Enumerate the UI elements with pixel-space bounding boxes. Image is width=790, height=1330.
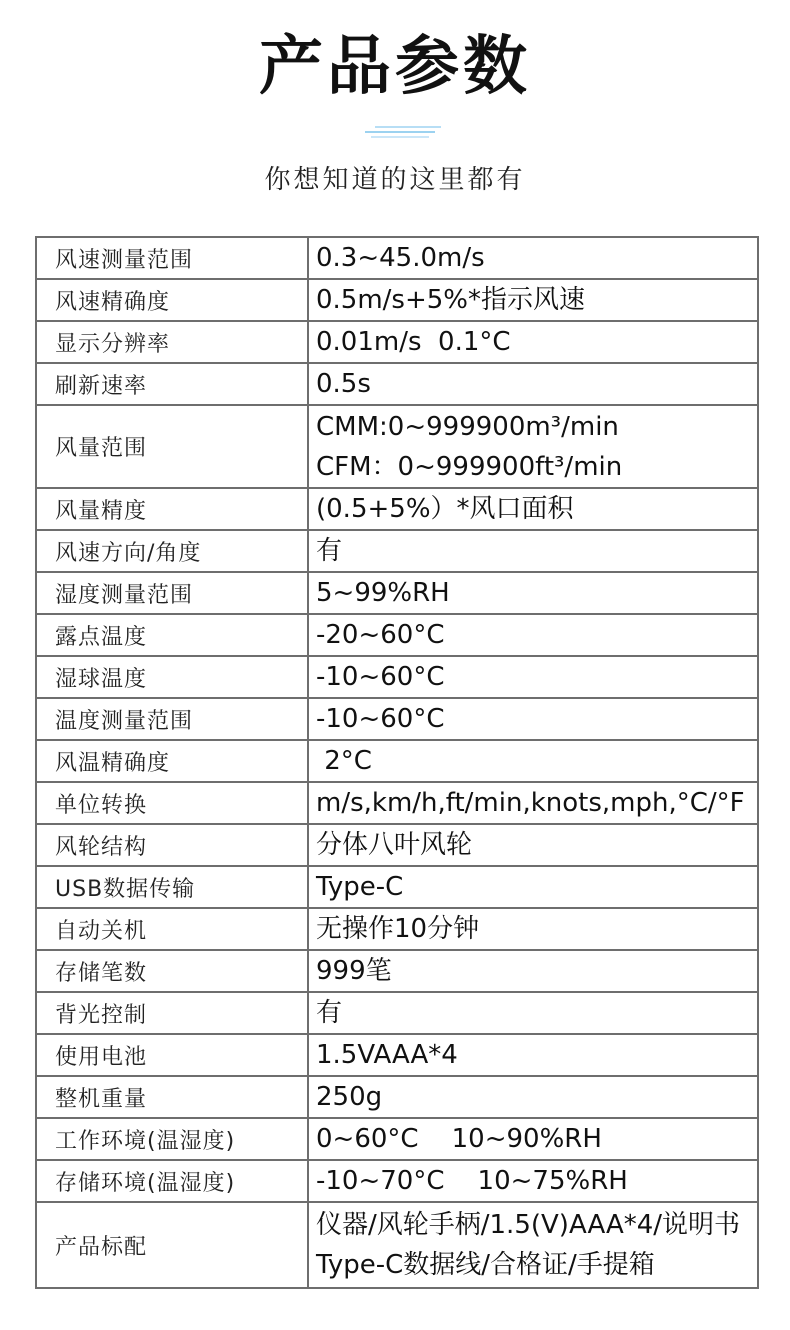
spec-value (308, 992, 758, 1034)
spec-row (36, 614, 758, 656)
spec-label: 露点温度 (36, 614, 308, 656)
spec-value (308, 698, 758, 740)
spec-value-line: 无操作10分钟 (316, 914, 480, 944)
spec-label: 风量范围 (36, 405, 308, 488)
spec-label: 风速方向/角度 (36, 530, 308, 572)
spec-label: 风量精度 (36, 488, 308, 530)
spec-value (308, 782, 758, 824)
spec-value (308, 1118, 758, 1160)
spec-value-line: -10~70°C 10~75%RH (316, 1166, 628, 1196)
spec-value-line: 0.3~45.0m/s (316, 243, 485, 273)
spec-value-line: -10~60°C (316, 662, 445, 692)
spec-value-line: Type-C数据线/合格证/手提箱 (316, 1250, 655, 1280)
spec-row (36, 698, 758, 740)
spec-value-line: 有 (316, 536, 343, 566)
spec-row (36, 1202, 758, 1288)
spec-value-line: (0.5+5%）*风口面积 (316, 494, 574, 524)
spec-value-line: CFM：0~999900ft³/min (316, 451, 623, 482)
spec-label: 单位转换 (36, 782, 308, 824)
spec-label: 存储笔数 (36, 950, 308, 992)
spec-row (36, 740, 758, 782)
spec-label: 存储环境(温湿度) (36, 1160, 308, 1202)
spec-value (308, 530, 758, 572)
spec-label: 刷新速率 (36, 363, 308, 405)
spec-row (36, 950, 758, 992)
spec-value-line: 5~99%RH (316, 578, 450, 608)
spec-value-line: 1.5VAAA*4 (316, 1040, 458, 1070)
spec-value-line: 999笔 (316, 956, 392, 986)
spec-value (308, 572, 758, 614)
spec-value-line: -10~60°C (316, 704, 445, 734)
spec-value-line: 0.5m/s+5%*指示风速 (316, 285, 586, 315)
spec-row (36, 908, 758, 950)
spec-row (36, 992, 758, 1034)
spec-label: 湿度测量范围 (36, 572, 308, 614)
spec-label: 显示分辨率 (36, 321, 308, 363)
spec-value-line: m/s,km/h,ft/min,knots,mph,°C/°F (316, 788, 745, 818)
spec-value (308, 488, 758, 530)
spec-label: USB数据传输 (36, 866, 308, 908)
spec-table (35, 236, 759, 1289)
spec-label: 湿球温度 (36, 656, 308, 698)
spec-label: 风速测量范围 (36, 237, 308, 279)
spec-value-line: 0.01m/s 0.1°C (316, 327, 511, 357)
spec-value-line: 分体八叶风轮 (316, 830, 473, 860)
spec-value-line: 0.5s (316, 369, 371, 399)
spec-label: 风轮结构 (36, 824, 308, 866)
spec-row (36, 1118, 758, 1160)
spec-value-line: 0~60°C 10~90%RH (316, 1124, 602, 1154)
spec-value (308, 1202, 758, 1288)
spec-label: 自动关机 (36, 908, 308, 950)
spec-row (36, 782, 758, 824)
spec-label: 风速精确度 (36, 279, 308, 321)
spec-value (308, 950, 758, 992)
page-title: 产品参数 (259, 30, 531, 104)
spec-value-line: Type-C (316, 872, 404, 902)
spec-value-line: 250g (316, 1082, 383, 1112)
spec-label: 产品标配 (36, 1202, 308, 1288)
spec-row (36, 530, 758, 572)
spec-value (308, 405, 758, 488)
spec-label: 整机重量 (36, 1076, 308, 1118)
spec-label: 使用电池 (36, 1034, 308, 1076)
spec-value (308, 363, 758, 405)
spec-label: 温度测量范围 (36, 698, 308, 740)
spec-value-line: CMM:0~999900m³/min (316, 411, 619, 442)
spec-row (36, 1076, 758, 1118)
spec-value (308, 279, 758, 321)
spec-row (36, 405, 758, 488)
spec-value (308, 1034, 758, 1076)
spec-label: 工作环境(温湿度) (36, 1118, 308, 1160)
spec-value (308, 908, 758, 950)
spec-value-line: -20~60°C (316, 620, 445, 650)
spec-row (36, 1034, 758, 1076)
spec-value (308, 1160, 758, 1202)
spec-value (308, 824, 758, 866)
spec-row (36, 321, 758, 363)
spec-row (36, 824, 758, 866)
spec-row (36, 488, 758, 530)
decorative-lines (365, 124, 445, 140)
spec-row (36, 363, 758, 405)
spec-row (36, 237, 758, 279)
spec-value (308, 321, 758, 363)
spec-value-line: 有 (316, 998, 343, 1028)
spec-label: 背光控制 (36, 992, 308, 1034)
spec-row (36, 1160, 758, 1202)
spec-row (36, 866, 758, 908)
spec-value (308, 1076, 758, 1118)
spec-value (308, 237, 758, 279)
spec-row (36, 279, 758, 321)
spec-value (308, 740, 758, 782)
spec-value (308, 614, 758, 656)
spec-value-line: 仪器/风轮手柄/1.5(V)AAA*4/说明书 (316, 1210, 741, 1240)
spec-row (36, 656, 758, 698)
spec-value (308, 866, 758, 908)
spec-row (36, 572, 758, 614)
spec-value (308, 656, 758, 698)
page-subtitle: 你想知道的这里都有 (264, 165, 526, 195)
spec-label: 风温精确度 (36, 740, 308, 782)
spec-value-line: 2°C (316, 746, 372, 776)
